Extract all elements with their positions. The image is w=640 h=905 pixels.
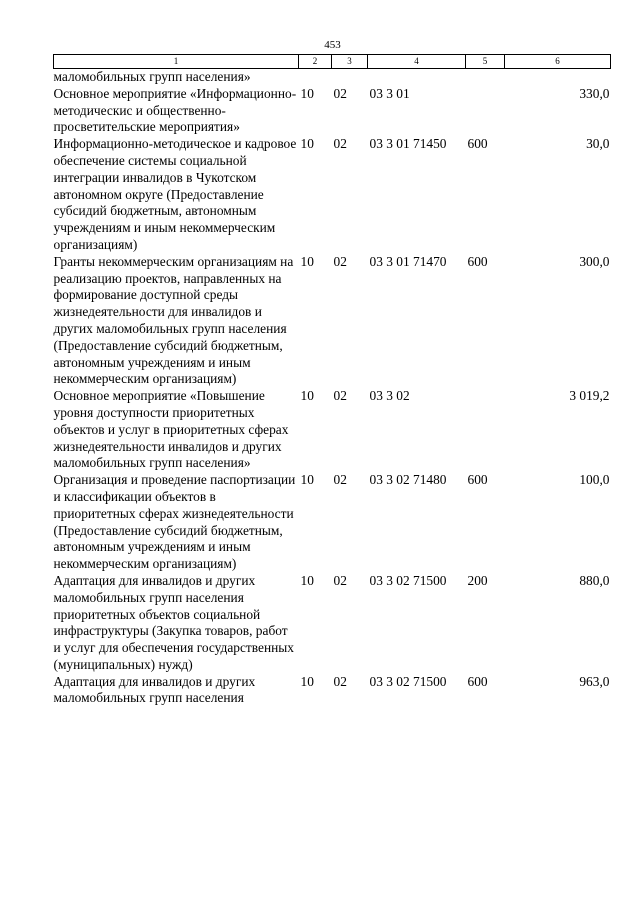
row-amount: 100,0: [579, 472, 610, 488]
row-target: 03 3 02 71500: [369, 572, 447, 588]
row-name: Гранты некоммерческим организациям на реализацию проектов, направленных на формирование доступной среды жизнедеятельности для инвалидов и других маломобильных групп населения (Предоставление субсидий бюджетным, автономным учреждениям и иным некоммерческим организациям): [53, 253, 294, 387]
row-section: 10: [300, 388, 314, 404]
row-section: [299, 69, 332, 86]
row-amount: [505, 69, 611, 86]
page-number: 453: [324, 39, 341, 51]
row-expense-type: 600: [467, 253, 488, 269]
table-row: [54, 69, 611, 86]
row-subsection: 02: [333, 85, 347, 101]
row-subsection: 02: [333, 673, 347, 689]
row-subsection: 02: [333, 253, 347, 269]
table-header-row: [54, 55, 611, 69]
header-col-2: 2: [299, 55, 332, 69]
row-amount: 3 019,2: [569, 388, 610, 404]
row-section: 10: [300, 472, 314, 488]
row-name: Основное мероприятие «Повышение уровня доступности приоритетных объектов и услуг в приоритетных сферах жизнедеятельности инвалидов и других маломобильных групп населения»: [53, 388, 289, 471]
row-section: 10: [300, 136, 314, 152]
row-target: 03 3 02 71500: [369, 673, 447, 689]
table-row: [54, 136, 611, 254]
row-target: [368, 69, 466, 86]
row-name: Информационно-методическое и кадровое обеспечение системы социальной интеграции инвалидов в Чукотском автономном округе (Предоставление субсидий бюджетным, автономным учреждениям и иным некоммерческим организациям): [53, 136, 297, 252]
row-target: 03 3 01 71450: [369, 136, 447, 152]
row-subsection: 02: [333, 388, 347, 404]
row-target: 03 3 01 71470: [369, 253, 447, 269]
header-col-6: 6: [505, 55, 611, 69]
table-row: [54, 86, 611, 136]
header-col-1: 1: [54, 55, 299, 69]
row-expense-type: 200: [467, 572, 488, 588]
row-amount: 300,0: [579, 253, 610, 269]
row-section: 10: [300, 85, 314, 101]
row-name: Адаптация для инвалидов и других маломобильных групп населения приоритетных объектов социальной инфраструктуры (Закупка товаров, работ и услуг для обеспечения государственных (муниципальных) нужд): [53, 572, 294, 672]
header-col-5: 5: [466, 55, 505, 69]
row-name: Основное мероприятие «Информационно-методическис и общественно-просветительские мероприятия»: [53, 85, 297, 135]
row-expense-type: [466, 69, 505, 86]
row-expense-type: 600: [467, 673, 488, 689]
row-amount: 30,0: [586, 136, 610, 152]
header-col-4: 4: [368, 55, 466, 69]
row-target: 03 3 02: [369, 388, 410, 404]
row-name: Организация и проведение паспортизации и классификации объектов в приоритетных сферах жизнедеятельности (Предоставление субсидий бюджетным, автономным учреждениям и иным некоммерческим организациям): [53, 472, 296, 572]
row-expense-type: 600: [467, 136, 488, 152]
row-subsection: 02: [333, 572, 347, 588]
table-row: [54, 254, 611, 388]
row-section: 10: [300, 253, 314, 269]
row-target: 03 3 01: [369, 85, 410, 101]
table-row: [54, 674, 611, 708]
row-section: 10: [300, 673, 314, 689]
budget-table: [53, 54, 611, 707]
table-row: [54, 388, 611, 472]
row-name: маломобильных групп населения»: [53, 69, 251, 84]
row-expense-type: 600: [467, 472, 488, 488]
row-expense-type: [466, 388, 505, 472]
row-amount: 880,0: [579, 572, 610, 588]
row-name: Адаптация для инвалидов и других маломобильных групп населения: [53, 673, 256, 706]
row-subsection: 02: [333, 136, 347, 152]
table-row: [54, 573, 611, 674]
row-section: 10: [300, 572, 314, 588]
row-expense-type: [466, 86, 505, 136]
row-subsection: [332, 69, 368, 86]
row-subsection: 02: [333, 472, 347, 488]
table-row: [54, 472, 611, 573]
header-col-3: 3: [332, 55, 368, 69]
row-amount: 330,0: [579, 85, 610, 101]
row-target: 03 3 02 71480: [369, 472, 447, 488]
row-amount: 963,0: [579, 673, 610, 689]
